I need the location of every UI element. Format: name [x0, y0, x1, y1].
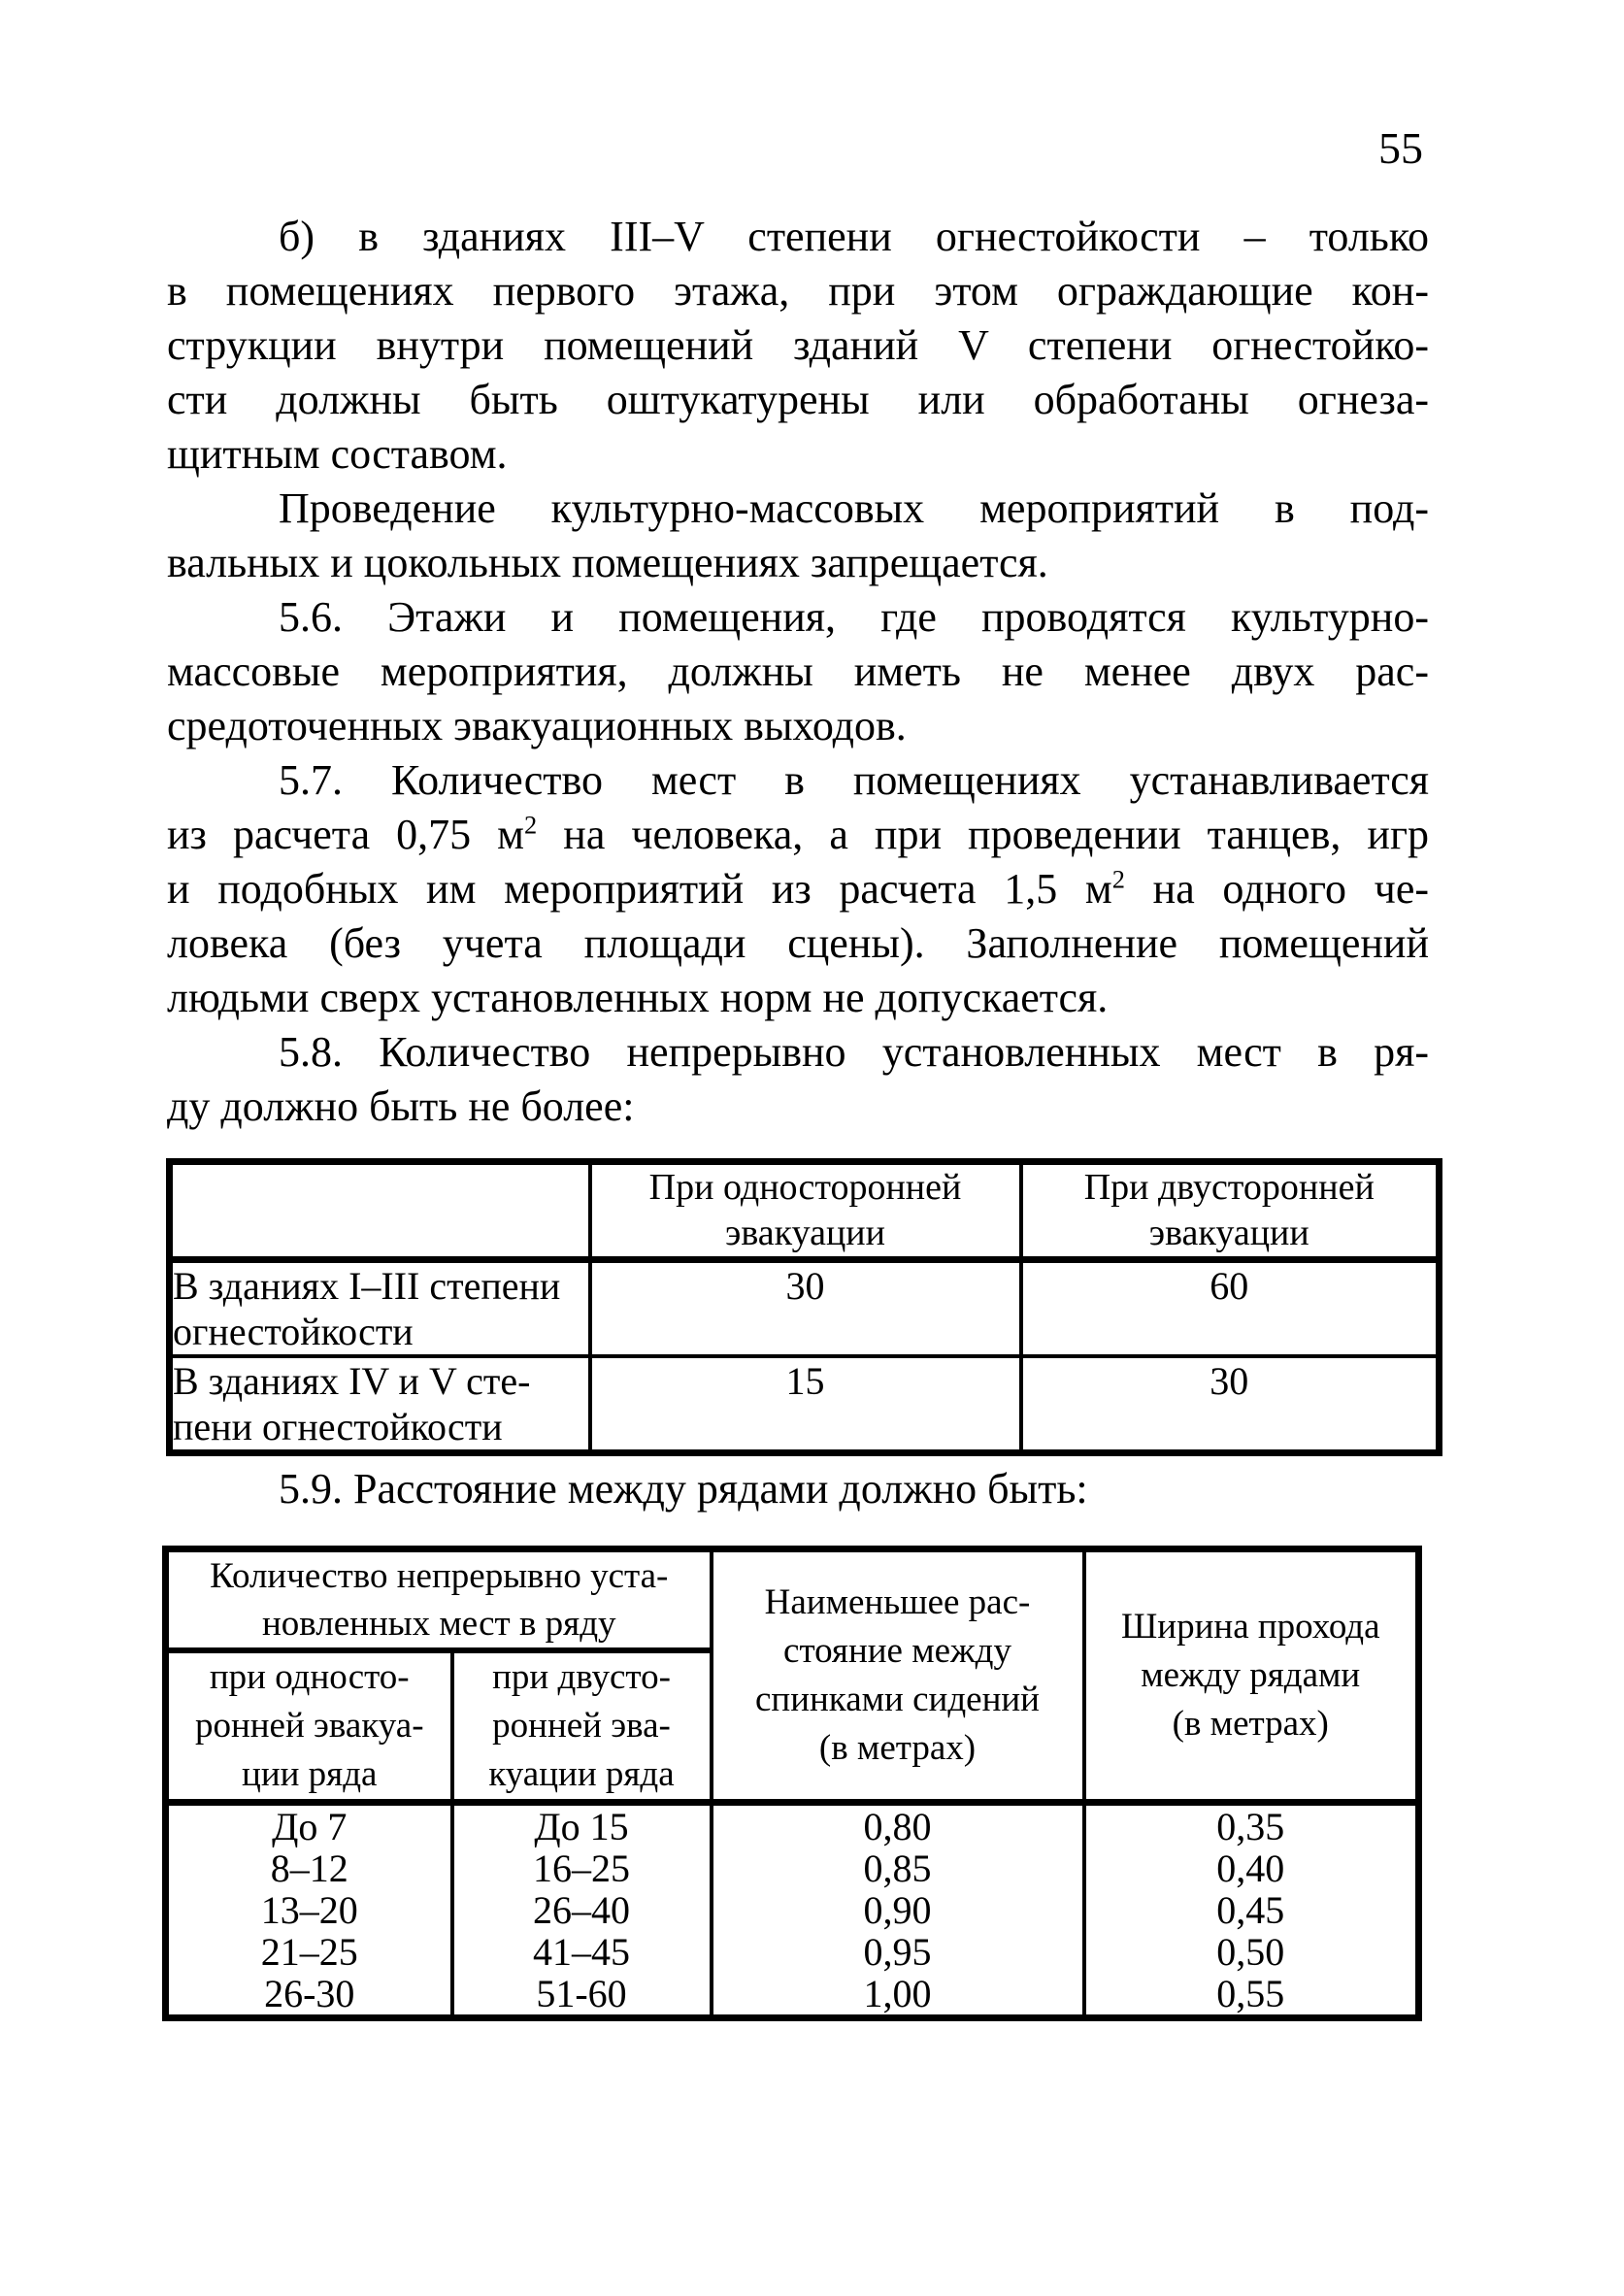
- spacing-table-value: До 7: [166, 1803, 452, 1848]
- page-number: 55: [1378, 123, 1423, 173]
- text-line: средоточенных эвакуационных выходов.: [167, 702, 907, 749]
- text-block: [167, 210, 1429, 1134]
- text-line: вальных и цокольных помещениях запрещается.: [167, 539, 1048, 586]
- row-spacing-table: [162, 1546, 1422, 2021]
- spacing-table-value: 13–20: [166, 1889, 452, 1931]
- text-line: б) в зданиях III–V степени огнестойкости – только: [279, 213, 1429, 260]
- text-line: струкции внутри помещений зданий V степени огнестойко-: [167, 321, 1429, 369]
- seats-table-value: 30: [1021, 1356, 1440, 1453]
- spacing-table-value: 51-60: [452, 1973, 712, 2018]
- text-line: ду должно быть не более:: [167, 1082, 635, 1130]
- text-line: из расчета 0,75 $м^2$ на человека, а при проведении танцев, игр: [167, 810, 1429, 858]
- text-line: 5.7. Количество мест в помещениях устанавливается: [279, 756, 1429, 804]
- text-line: щитным составом.: [167, 430, 508, 478]
- text-line: 5.8. Количество непрерывно установленных мест в ря-: [279, 1028, 1429, 1076]
- spacing-table-value: 0,35: [1084, 1803, 1419, 1848]
- text-line: и подобных им мероприятий из расчета 1,5 $м^2$ на одного че-: [167, 864, 1429, 913]
- text-line: в помещениях первого этажа, при этом ограждающие кон-: [167, 267, 1429, 315]
- text-line: ловека (без учета площади сцены). Заполнение помещений: [167, 919, 1429, 967]
- text-line: массовые мероприятия, должны иметь не менее двух рас-: [167, 648, 1429, 695]
- spacing-table-distance-header: Наименьшее рас- стояние между спинками сидений (в метрах): [712, 1549, 1084, 1803]
- spacing-table-one-sided-header: при односто- ронней эвакуа- ции ряда: [166, 1650, 452, 1803]
- section-5-9-heading: 5.9. Расстояние между рядами должно быть:: [279, 1465, 1088, 1513]
- spacing-table-value: 0,45: [1084, 1889, 1419, 1931]
- seats-table-value: 30: [590, 1260, 1021, 1357]
- seats-table-header-cell: [170, 1162, 590, 1260]
- text-line: Проведение культурно-массовых мероприятий в под-: [279, 484, 1429, 532]
- seats-per-row-table: [166, 1158, 1442, 1456]
- spacing-table-value: 0,55: [1084, 1973, 1419, 2018]
- text-line: людьми сверх установленных норм не допускается.: [167, 974, 1109, 1021]
- text-line: сти должны быть оштукатурены или обработаны огнеза-: [167, 376, 1429, 423]
- spacing-table-value: 26-30: [166, 1973, 452, 2018]
- seats-table-header-cell: При односторонней эвакуации: [590, 1162, 1021, 1260]
- row-spacing-table-container: [162, 1546, 1415, 2015]
- seats-per-row-table-container: [166, 1158, 1436, 1448]
- spacing-table-value: 41–45: [452, 1931, 712, 1973]
- spacing-table-value: 0,50: [1084, 1931, 1419, 1973]
- spacing-table-value: До 15: [452, 1803, 712, 1848]
- seats-table-row-label: В зданиях I–III степени огнестойкости: [170, 1260, 590, 1357]
- seats-table-header-cell: При двусторонней эвакуации: [1021, 1162, 1440, 1260]
- row-spacing-table-body: [166, 1549, 1419, 2018]
- seats-per-row-table-body: [170, 1162, 1440, 1453]
- spacing-table-two-sided-header: при двусто- ронней эва- куации ряда: [452, 1650, 712, 1803]
- seats-table-row-label: В зданиях IV и V сте- пени огнестойкости: [170, 1356, 590, 1453]
- spacing-table-value: 1,00: [712, 1973, 1084, 2018]
- spacing-table-value: 0,95: [712, 1931, 1084, 1973]
- spacing-table-value: 0,85: [712, 1847, 1084, 1889]
- spacing-table-value: 0,90: [712, 1889, 1084, 1931]
- spacing-table-value: 0,40: [1084, 1847, 1419, 1889]
- text-line: 5.6. Этажи и помещения, где проводятся культурно-: [279, 593, 1429, 641]
- seats-table-value: 60: [1021, 1260, 1440, 1357]
- spacing-table-aisle-header: Ширина прохода между рядами (в метрах): [1084, 1549, 1419, 1803]
- spacing-table-value: 26–40: [452, 1889, 712, 1931]
- spacing-table-value: 21–25: [166, 1931, 452, 1973]
- spacing-table-value: 8–12: [166, 1847, 452, 1889]
- spacing-table-value: 16–25: [452, 1847, 712, 1889]
- spacing-table-group-header: Количество непрерывно уста- новленных мест в ряду: [166, 1549, 712, 1651]
- seats-table-value: 15: [590, 1356, 1021, 1453]
- spacing-table-value: 0,80: [712, 1803, 1084, 1848]
